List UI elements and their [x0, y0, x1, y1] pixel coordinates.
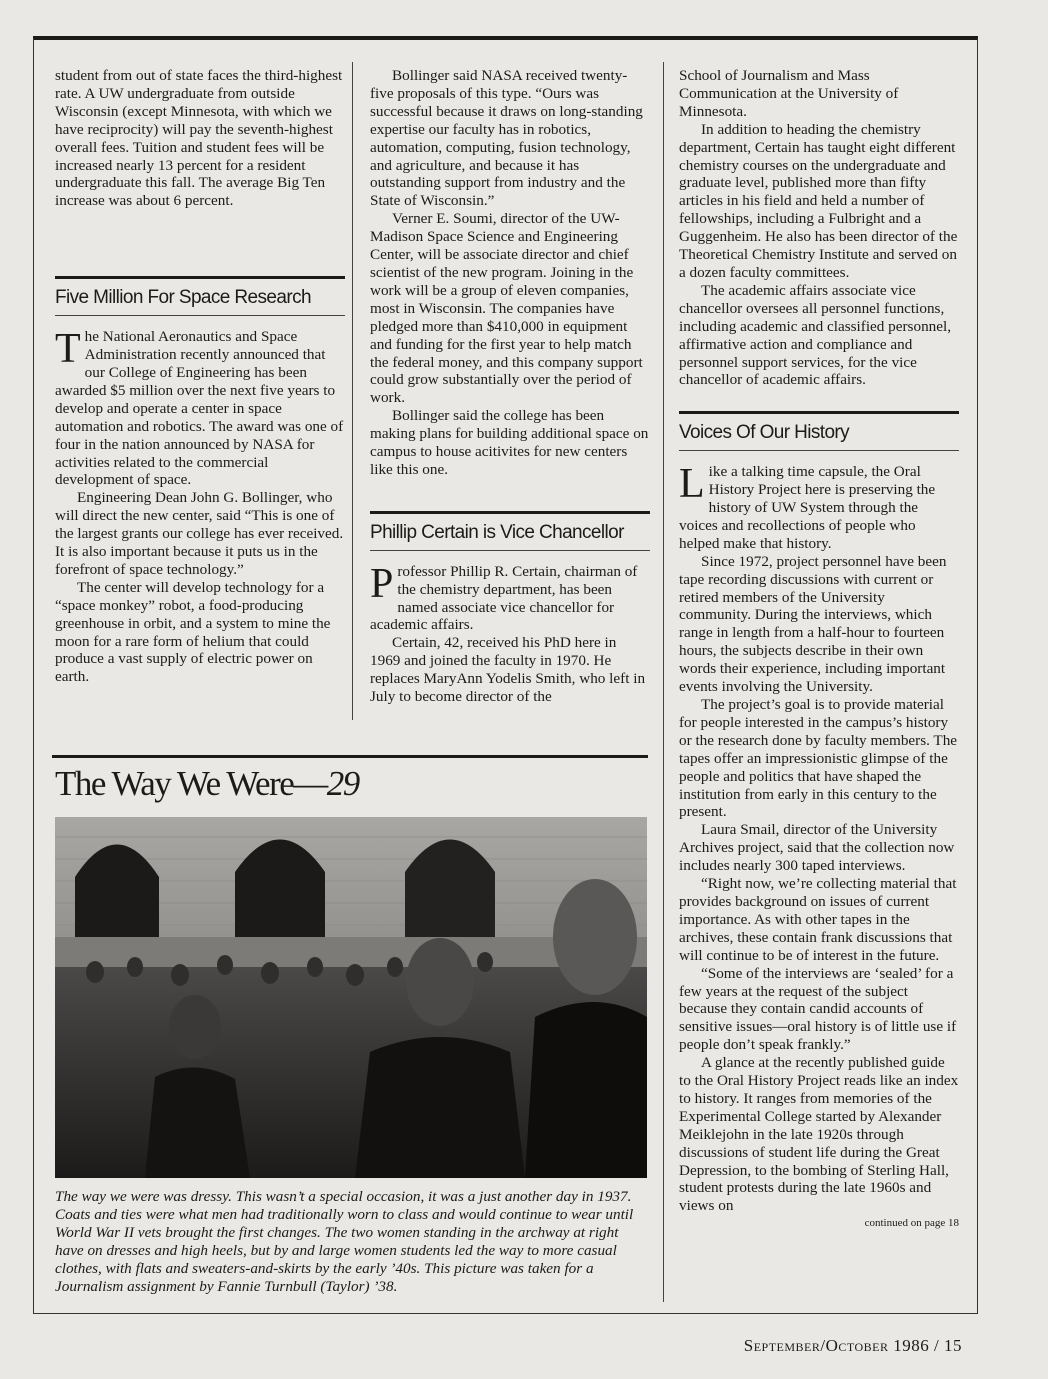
section-title: Phillip Certain is Vice Chancellor: [370, 521, 624, 543]
col3-p2: In addition to heading the chemistry department, Certain has taught eight different chemistry courses on the undergraduate and graduate level, published more than fifty articles in his field and held a number of fellowships, including a Fulbright and a Guggenheim. He also has been director of the Theoretical Chemistry Institute and served on a dozen faculty committees.: [679, 120, 958, 281]
col3-p5: Since 1972, project personnel have been tape recording discussions with current or retired members of the University community. During the interviews, which range in length from a half-hour to fourteen hours, the subjects describe in their own words their experience, including important events involving the University.: [679, 552, 947, 696]
paragraph-text: rofessor Phillip R. Certain, chairman of the chemistry department, has been named associate vice chancellor for academic affairs.: [370, 562, 638, 634]
feature-title-main: The Way We Were—: [55, 764, 327, 803]
thin-rule: [370, 550, 650, 551]
col2-p5: Certain, 42, received his PhD here in 1969 and joined the faculty in 1970. He replaces MaryAnn Yodelis Smith, who left in July to become director of the: [370, 634, 646, 706]
column-divider: [663, 62, 664, 1302]
col1-p1: [55, 328, 345, 489]
dropcap: P: [370, 560, 394, 607]
col2-p2: Verner E. Soumi, director of the UW-Madison Space Science and Engineering Center, will be associate director and chief scientist of the new program. Joining in the work will be a group of eleven companies, most in Wisconsin. The companies have pledged more than $410,000 in equipment and funding for the first year to help match the federal money, and this company support could grow substantially over the period of work.: [370, 210, 643, 407]
paragraph-text: ike a talking time capsule, the Oral History Project here is preserving the history of UW System through the voices and recollections of people who helped make that history.: [679, 463, 936, 552]
photo-caption: The way we were was dressy. This wasn’t a special occasion, it was a just another day in 1937. Coats and ties were what men had traditionally worn to class and would continue to wear until World War II vets brought the first changes. The two women standing in the archway at right have on dresses and high heels, but by and large women students led the way to more casual clothes, with flats and sweaters-and-skirts by the early ’40s. This picture was taken for a Journalism assignment by Fannie Turnbull (Taylor) ’38.: [55, 1188, 634, 1295]
column-3: [679, 67, 959, 1233]
col1-p2: Engineering Dean John G. Bollinger, who will direct the new center, said “This is one of the largest grants our college has ever received. It is also important because it puts us in the forefront of space technology.”: [55, 489, 344, 578]
feature-rule: [52, 755, 648, 758]
col2-p4: [370, 560, 650, 635]
col3-p10: A glance at the recently published guide to the Oral History Project reads like an index to history. It ranges from memories of the Experimental College started by Alexander Meiklejohn in the late 1920s through discussions of student life during the Great Depression, to the bombing of Sterling Hall, student protests during the late 1960s and views on: [679, 1054, 959, 1215]
dropcap: L: [679, 461, 705, 508]
col3-p6: The project’s goal is to provide material for people interested in the campus’s history or the research done by faculty members. The tapes offer an impressionistic glimpse of the people and politics that have shaped the institution from early in this century to the present.: [679, 696, 958, 821]
col3-p9: “Some of the interviews are ‘sealed’ for a few years at the request of the subject because they contain candid accounts of sensitive issues—oral history is of little use if people don’t speak frankly.”: [679, 964, 957, 1054]
archive-photo: [55, 817, 647, 1178]
paragraph-text: he National Aeronautics and Space Administration recently announced that our College of Engineering has been awarded $5 million over the next five years to develop and operate a center in space automation and robotics. The award was one of four in the nation announced by NASA for activities related to the commercial development of space.: [55, 328, 344, 489]
feature-title-number: 29: [326, 764, 359, 803]
photo-illustration: [55, 817, 647, 1178]
thin-rule: [679, 450, 959, 451]
col3-p4: [679, 463, 959, 553]
col3-p1: School of Journalism and Mass Communication at the University of Minnesota.: [679, 67, 899, 120]
section-voices-head: [679, 411, 959, 451]
column-divider: [352, 62, 353, 720]
section-certain-head: [370, 511, 650, 551]
dropcap: T: [55, 326, 81, 373]
column-2: [370, 67, 650, 706]
col2-p1: Bollinger said NASA received twenty-five proposals of this type. “Ours was successful because it draws on long-standing expertise our faculty has in robotics, automation, computing, fusion technology, and agriculture, and because it has outstanding support from industry and the State of Wisconsin.”: [370, 67, 643, 210]
page-footer: September/October 1986 / 15: [743, 1336, 962, 1355]
col1-p3: The center will develop technology for a “space monkey” robot, a food-producing greenhouse in orbit, and a system to mine the moon for a rare form of helium that could produce a vast supply of electric power on earth.: [55, 578, 331, 686]
thin-rule: [55, 315, 345, 316]
col3-p3: The academic affairs associate vice chancellor oversees all personnel functions, including academic and classified personnel, affirmative action and compliance and personnel support services, for the vice chancellor of academic affairs.: [679, 281, 952, 389]
column-1: [55, 67, 345, 686]
feature-title: [55, 764, 359, 804]
section-title: Voices Of Our History: [679, 422, 850, 444]
col2-p3: Bollinger said the college has been making plans for building additional space on campus to house acitivites for new centers like this one.: [370, 407, 649, 478]
col3-p8: “Right now, we’re collecting material that provides background on issues of current importance. As with other tapes in the archives, these contain frank discussions that will continue to be of interest in the future.: [679, 875, 957, 964]
col3-p7: Laura Smail, director of the University Archives project, said that the collection now includes nearly 300 taped interviews.: [679, 821, 955, 875]
continued-note: continued on page 18: [864, 1217, 959, 1230]
section-space-research-head: [55, 276, 345, 316]
col1-intro: student from out of state faces the third-highest rate. A UW undergraduate from outside Wisconsin (except Minnesota, with which we have reciprocity) will pay the seventh-highest overall fees. Tuition and student fees will be increased nearly 13 percent for a resident undergraduate this fall. The average Big Ten increase was about 6 percent.: [55, 67, 343, 210]
section-title: Five Million For Space Research: [55, 287, 311, 309]
